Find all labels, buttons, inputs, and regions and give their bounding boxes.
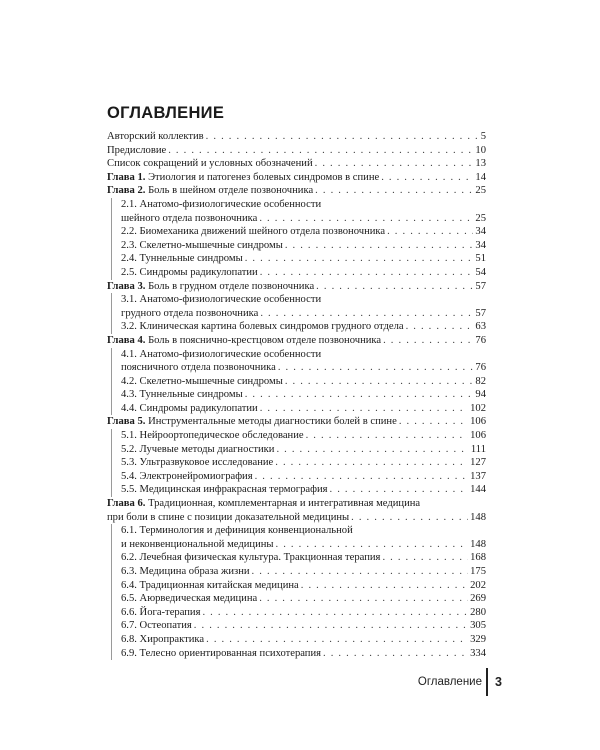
toc-entry-page: 51 bbox=[475, 253, 486, 265]
toc-entry-title: 4.3. Туннельные синдромы bbox=[121, 389, 243, 401]
section-group bbox=[111, 348, 486, 416]
toc-section bbox=[112, 239, 486, 253]
toc-chapter-5 bbox=[107, 415, 486, 429]
toc-entry-title: 6.5. Аюрведическая медицина bbox=[121, 593, 258, 605]
toc-section bbox=[112, 307, 486, 321]
toc-entry-page: 5 bbox=[480, 131, 486, 142]
dot-leader bbox=[301, 579, 468, 593]
toc-section bbox=[112, 212, 486, 226]
toc-entry bbox=[107, 157, 486, 171]
toc-section bbox=[112, 538, 486, 552]
toc-entry-title: Список сокращений и условных обозначений bbox=[107, 158, 313, 170]
chapter-title: Инструментальные методы диагностики болей в спине bbox=[148, 416, 397, 428]
dot-leader bbox=[381, 171, 473, 185]
dot-leader bbox=[315, 184, 473, 198]
toc-chapter-6 bbox=[107, 511, 486, 525]
dot-leader bbox=[276, 443, 468, 457]
toc-entry-title: грудного отдела позвоночника bbox=[121, 307, 259, 319]
toc-entry-title: 2.4. Туннельные синдромы bbox=[121, 253, 243, 265]
toc-entry-page: 102 bbox=[470, 402, 486, 414]
toc-entry-title: 5.3. Ультразвуковое исследование bbox=[121, 457, 274, 469]
toc-section-line: 4.1. Анатомо-физиологические особенности bbox=[121, 348, 322, 360]
toc-entry-page: 175 bbox=[470, 566, 486, 577]
toc-entry-page: 144 bbox=[470, 484, 486, 496]
toc-entry-title: поясничного отдела позвоночника bbox=[121, 362, 276, 374]
toc-section-line: 3.1. Анатомо-физиологические особенности bbox=[121, 294, 322, 306]
dot-leader bbox=[383, 334, 473, 348]
toc-chapter-2 bbox=[107, 184, 486, 198]
toc-entry-page: 13 bbox=[475, 158, 486, 170]
toc-entry-page: 148 bbox=[470, 538, 486, 550]
toc-section bbox=[112, 483, 486, 497]
toc-entry-title: 4.4. Синдромы радикулопатии bbox=[121, 402, 258, 414]
chapter-title: Этиология и патогенез болевых синдромов в спине bbox=[148, 171, 380, 183]
toc-entry bbox=[107, 130, 486, 144]
chapter-label: Глава 6. bbox=[107, 498, 146, 510]
toc-section bbox=[112, 402, 486, 416]
dot-leader bbox=[259, 212, 473, 226]
toc-section bbox=[112, 619, 486, 633]
page-title: ОГЛАВЛЕНИЕ bbox=[107, 104, 225, 122]
page-footer bbox=[0, 668, 600, 698]
toc-entry-title: 6.6. Йога-терапия bbox=[121, 606, 201, 618]
toc-section bbox=[112, 320, 486, 334]
dot-leader bbox=[278, 361, 474, 375]
dot-leader bbox=[315, 157, 474, 171]
toc-entry-page: 34 bbox=[475, 226, 486, 238]
dot-leader bbox=[260, 266, 474, 280]
toc-chapter-1 bbox=[107, 171, 486, 185]
toc-entry-title: 5.1. Нейроортопедическое обследование bbox=[121, 430, 304, 442]
chapter-label: Глава 2. bbox=[107, 185, 146, 197]
toc-section bbox=[112, 606, 486, 620]
table-of-contents bbox=[107, 130, 486, 660]
chapter-label: Глава 5. bbox=[107, 416, 146, 428]
toc-section-line: 6.1. Терминология и дефиниция конвенциональной bbox=[121, 525, 353, 537]
dot-leader bbox=[260, 402, 468, 416]
toc-section bbox=[112, 592, 486, 606]
toc-entry-page: 57 bbox=[475, 280, 486, 292]
section-group bbox=[111, 429, 486, 497]
toc-section bbox=[112, 429, 486, 443]
dot-leader bbox=[306, 429, 469, 443]
toc-entry-title: 2.2. Биомеханика движений шейного отдела позвоночника bbox=[121, 226, 386, 238]
toc-section bbox=[112, 252, 486, 266]
chapter-title: Боль в пояснично-крестцовом отделе позвоночника bbox=[148, 334, 382, 346]
toc-entry-title: 6.8. Хиропрактика bbox=[121, 633, 205, 645]
footer-divider bbox=[486, 668, 488, 696]
chapter-label: Глава 3. bbox=[107, 280, 146, 292]
dot-leader bbox=[316, 280, 473, 294]
toc-section bbox=[112, 470, 486, 484]
toc-section bbox=[112, 551, 486, 565]
section-group bbox=[111, 524, 486, 660]
toc-entry-page: 14 bbox=[475, 171, 486, 183]
toc-entry-title: Авторский коллектив bbox=[107, 131, 204, 142]
toc-entry-title: 3.2. Клиническая картина болевых синдромов грудного отдела bbox=[121, 321, 404, 333]
toc-section bbox=[112, 266, 486, 280]
toc-entry-page: 269 bbox=[470, 593, 486, 605]
toc-entry-page: 305 bbox=[470, 620, 486, 632]
section-group bbox=[111, 293, 486, 334]
toc-entry-title: 2.3. Скелетно-мышечные синдромы bbox=[121, 239, 283, 251]
toc-entry-page: 168 bbox=[470, 552, 486, 564]
toc-entry-title: Предисловие bbox=[107, 144, 167, 156]
toc-entry-page: 63 bbox=[475, 321, 486, 333]
page-number: 3 bbox=[495, 675, 502, 689]
toc-entry-page: 82 bbox=[475, 375, 486, 387]
toc-entry-title: 5.4. Электронейромиография bbox=[121, 470, 253, 482]
toc-section bbox=[112, 456, 486, 470]
toc-entry-page: 34 bbox=[475, 239, 486, 251]
toc-entry-title: 5.2. Лучевые методы диагностики bbox=[121, 443, 275, 455]
toc-entry-page: 10 bbox=[475, 144, 486, 156]
toc-entry-page: 111 bbox=[470, 443, 486, 455]
toc-entry-page: 329 bbox=[470, 633, 486, 645]
dot-leader bbox=[255, 470, 469, 484]
toc-entry-page: 25 bbox=[475, 185, 486, 197]
dot-leader bbox=[259, 592, 468, 606]
toc-entry-title: 6.2. Лечебная физическая культура. Тракционная терапия bbox=[121, 552, 381, 564]
toc-entry-page: 57 bbox=[475, 307, 486, 319]
toc-entry bbox=[107, 144, 486, 158]
toc-entry-page: 148 bbox=[470, 511, 486, 523]
toc-section bbox=[112, 633, 486, 647]
toc-entry-page: 76 bbox=[475, 334, 486, 346]
dot-leader bbox=[260, 307, 473, 321]
dot-leader bbox=[285, 239, 474, 253]
chapter-title: Традиционная, комплементарная и интегративная медицина bbox=[148, 498, 421, 510]
toc-entry-title: 6.7. Остеопатия bbox=[121, 620, 192, 632]
toc-section bbox=[112, 375, 486, 389]
toc-section bbox=[112, 565, 486, 579]
chapter-label: Глава 1. bbox=[107, 171, 146, 183]
toc-entry-page: 334 bbox=[470, 647, 486, 659]
toc-entry-title: 6.4. Традиционная китайская медицина bbox=[121, 579, 299, 591]
dot-leader bbox=[351, 511, 468, 525]
toc-entry-page: 54 bbox=[475, 266, 486, 278]
toc-entry-title: и неконвенциональной медицины bbox=[121, 538, 274, 550]
section-group bbox=[111, 198, 486, 280]
chapter-title-cont: при боли в спине с позиции доказательной медицины bbox=[107, 511, 350, 523]
toc-chapter-6-line1 bbox=[107, 497, 486, 511]
dot-leader bbox=[168, 144, 473, 158]
dot-leader bbox=[406, 320, 474, 334]
toc-entry-title: 2.5. Синдромы радикулопатии bbox=[121, 266, 258, 278]
toc-section bbox=[112, 361, 486, 375]
toc-entry-page: 76 bbox=[475, 362, 486, 374]
toc-entry-page: 106 bbox=[470, 416, 486, 428]
toc-entry-page: 202 bbox=[470, 579, 486, 591]
toc-entry-page: 127 bbox=[470, 457, 486, 469]
toc-section bbox=[112, 225, 486, 239]
chapter-title: Боль в шейном отделе позвоночника bbox=[148, 185, 314, 197]
dot-leader bbox=[330, 483, 469, 497]
dot-leader bbox=[245, 252, 474, 266]
dot-leader bbox=[202, 606, 468, 620]
dot-leader bbox=[252, 565, 469, 579]
dot-leader bbox=[206, 633, 468, 647]
dot-leader bbox=[275, 456, 468, 470]
dot-leader bbox=[276, 538, 469, 552]
chapter-label: Глава 4. bbox=[107, 334, 146, 346]
toc-entry-page: 137 bbox=[470, 470, 486, 482]
toc-section-line: 2.1. Анатомо-физиологические особенности bbox=[121, 198, 322, 210]
dot-leader bbox=[285, 375, 474, 389]
toc-entry-title: 4.2. Скелетно-мышечные синдромы bbox=[121, 375, 283, 387]
dot-leader bbox=[387, 225, 473, 239]
toc-entry-page: 94 bbox=[475, 389, 486, 401]
toc-section bbox=[112, 579, 486, 593]
toc-entry-page: 280 bbox=[470, 606, 486, 618]
toc-entry-title: 6.3. Медицина образа жизни bbox=[121, 566, 250, 577]
toc-section bbox=[112, 647, 486, 661]
toc-entry-title: 6.9. Телесно ориентированная психотерапия bbox=[121, 647, 322, 659]
toc-entry-title: 5.5. Медицинская инфракрасная термография bbox=[121, 484, 328, 496]
dot-leader bbox=[194, 619, 468, 633]
dot-leader bbox=[206, 130, 479, 144]
footer-section-label: Оглавление bbox=[417, 676, 482, 688]
toc-entry-title: шейного отдела позвоночника bbox=[121, 212, 258, 224]
dot-leader bbox=[245, 388, 474, 402]
dot-leader bbox=[382, 551, 468, 565]
toc-chapter-4 bbox=[107, 334, 486, 348]
toc-chapter-3 bbox=[107, 280, 486, 294]
chapter-title: Боль в грудном отделе позвоночника bbox=[148, 280, 315, 292]
dot-leader bbox=[323, 647, 468, 661]
toc-entry-page: 25 bbox=[475, 212, 486, 224]
dot-leader bbox=[399, 415, 468, 429]
toc-section bbox=[112, 443, 486, 457]
toc-section bbox=[112, 388, 486, 402]
toc-entry-page: 106 bbox=[470, 430, 486, 442]
